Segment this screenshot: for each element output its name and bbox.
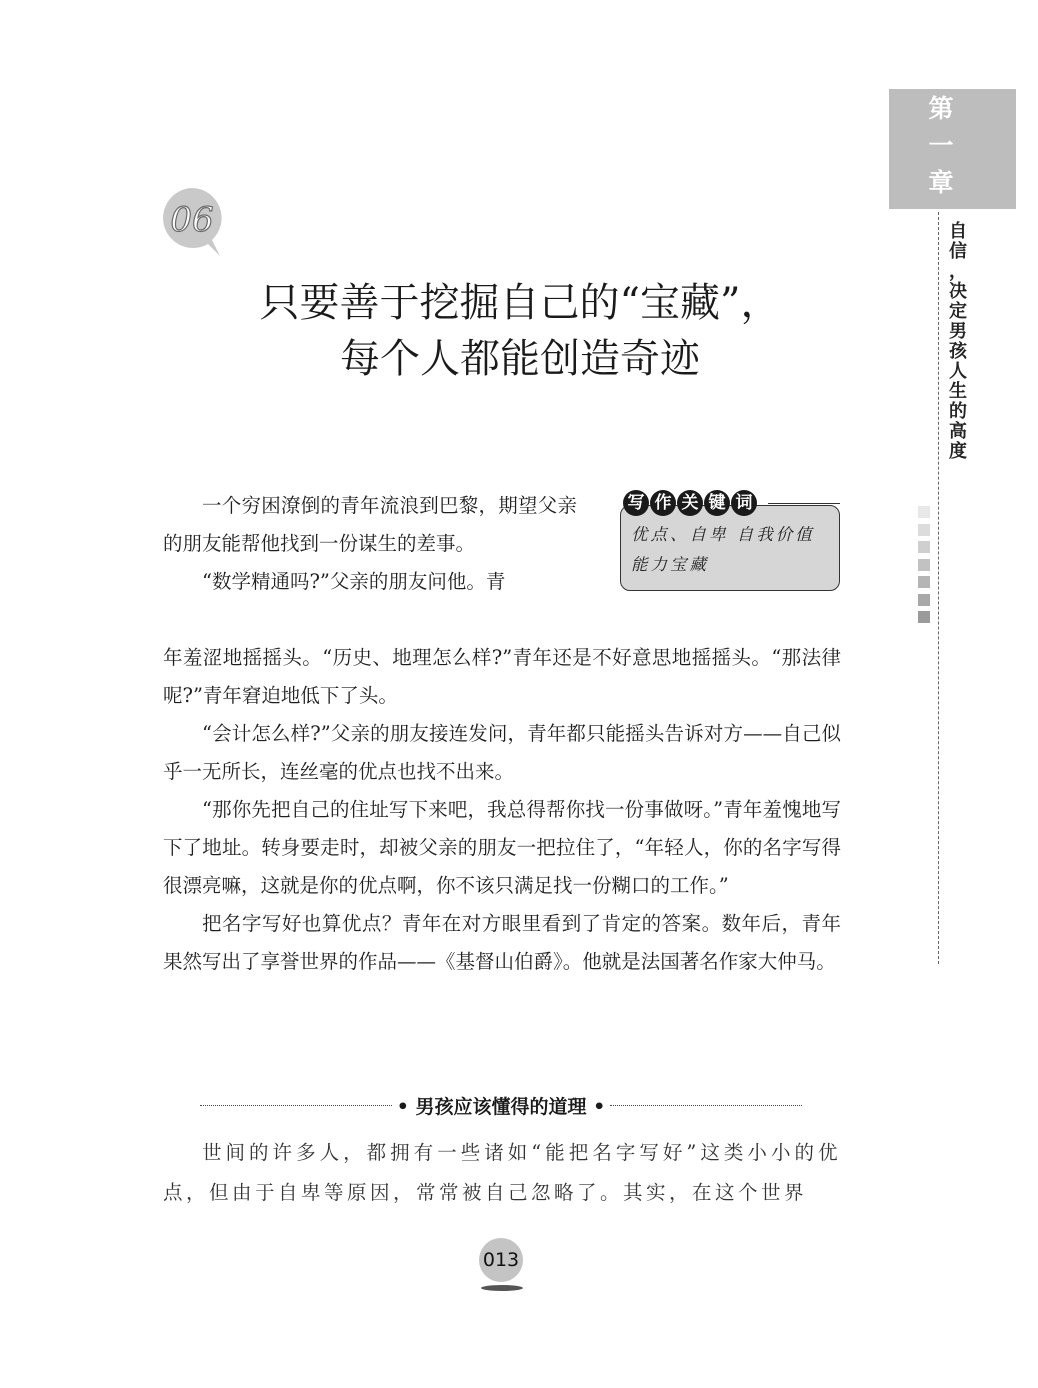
chapter-char: 章 (928, 168, 954, 197)
divider-dots-right (610, 1105, 802, 1106)
paragraph: 一个穷困潦倒的青年流浪到巴黎，期望父亲的朋友能帮他找到一份谋生的差事。 (163, 494, 577, 555)
keyword-header-char: 词 (731, 490, 757, 516)
side-title-char: ， (949, 261, 967, 282)
title-line-2: 每个人都能创造奇迹 (340, 336, 700, 382)
keywords-line: 优点、自卑 自我价值 (631, 525, 815, 544)
side-title-char: 生 (949, 381, 967, 402)
chapter-side-title (947, 222, 969, 462)
paragraph: 年羞涩地摇摇头。“历史、地理怎么样?”青年还是不好意思地摇摇头。“那法律呢?”青年窘迫地低下了头。 (163, 646, 841, 707)
side-title-char: 孩 (949, 341, 967, 362)
story-body (163, 639, 841, 981)
keyword-header-char: 写 (623, 490, 649, 516)
paragraph: “会计怎么样?”父亲的朋友接连发问，青年都只能摇头告诉对方——自己似乎一无所长，连丝毫的优点也找不出来。 (163, 722, 841, 783)
keywords-list (631, 520, 837, 580)
side-title-char: 男 (949, 321, 967, 342)
paragraph: 把名字写好也算优点？青年在对方眼里看到了肯定的答案。数年后，青年果然写出了享誉世界的作品——《基督山伯爵》。他就是法国著名作家大仲马。 (163, 912, 841, 973)
page-number: 013 (482, 1249, 520, 1271)
side-title-char: 信 (949, 241, 967, 262)
side-square (918, 524, 930, 536)
keyword-header-char: 作 (650, 490, 676, 516)
story-intro (163, 487, 577, 601)
article-title (150, 275, 890, 387)
side-title-char: 的 (949, 401, 967, 422)
paragraph: “那你先把自己的住址写下来吧，我总得帮你找一份事做呀。”青年羞愧地写下了地址。转身要走时，却被父亲的朋友一把拉住了，“年轻人，你的名字写得很漂亮嘛，这就是你的优点啊，你不该只满足找一份糊口的工作。” (163, 798, 841, 897)
side-square (918, 594, 930, 606)
side-title-char: 高 (949, 421, 967, 442)
side-square (918, 559, 930, 571)
keywords-header (623, 490, 757, 516)
side-square (918, 506, 930, 518)
chapter-label (912, 90, 970, 201)
lesson-text (163, 1133, 841, 1213)
side-square (918, 611, 930, 623)
side-square (918, 541, 930, 553)
lesson-divider (200, 1090, 802, 1120)
side-title-char: 定 (949, 301, 967, 322)
side-title-char: 决 (949, 281, 967, 302)
lesson-heading: • 男孩应该懂得的道理 • (396, 1095, 606, 1118)
page-number-shadow (481, 1285, 523, 1291)
side-title-char: 人 (949, 361, 967, 382)
side-square (918, 576, 930, 588)
title-line-1: 只要善于挖掘自己的“宝藏”， (259, 280, 781, 326)
keyword-header-char: 键 (704, 490, 730, 516)
paragraph: 世间的许多人，都拥有一些诸如“能把名字写好”这类小小的优点，但由于自卑等原因，常常被自己忽略了。其实，在这个世界 (163, 1141, 841, 1204)
side-square-decoration (918, 506, 932, 629)
keywords-box-top-line (768, 503, 840, 504)
side-dashed-rule (938, 212, 939, 964)
chapter-char: 一 (928, 131, 954, 160)
divider-dots-left (200, 1105, 392, 1106)
keyword-header-char: 关 (677, 490, 703, 516)
chapter-char: 第 (928, 94, 954, 123)
side-title-char: 度 (949, 441, 967, 462)
paragraph: “数学精通吗?”父亲的朋友问他。青 (202, 570, 506, 593)
side-title-char: 自 (949, 221, 967, 242)
section-number: 06 (170, 200, 214, 240)
keywords-line: 能力宝藏 (631, 555, 709, 574)
